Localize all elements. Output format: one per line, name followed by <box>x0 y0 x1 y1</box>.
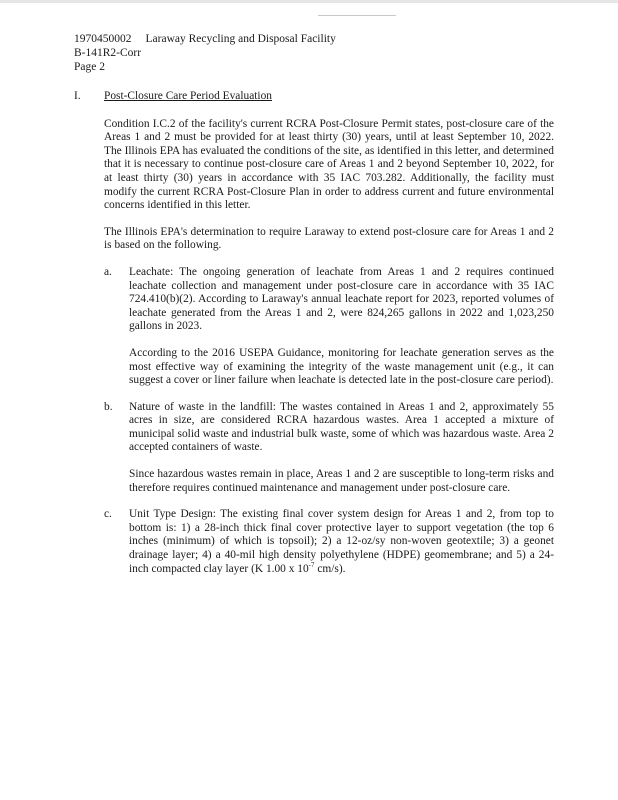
section-title: Post-Closure Care Period Evaluation <box>104 90 272 102</box>
list-item-waste-nature <box>104 401 554 455</box>
paragraph-determination: The Illinois EPA's determination to require Laraway to extend post-closure care for Areas 1 and 2 is based on the following. <box>104 225 554 252</box>
list-item-letter: a. <box>104 265 112 278</box>
list-item-text: Leachate: The ongoing generation of leachate from Areas 1 and 2 requires continued leachate collection and management under post-closure care in accordance with 35 IAC 724.410(b)(2). According to Laraway's annual leachate report for 2023, reported volumes of leachate generated from the Areas 1 and 2, were 824,265 gallons in 2022 and 1,023,250 gallons in 2023. <box>129 265 554 333</box>
paragraph-permit-condition: Condition I.C.2 of the facility's current RCRA Post-Closure Permit states, post-closure care of the Areas 1 and 2 must be provided for at least thirty (30) years, until at least September 10, 2022. The Illinois EPA has evaluated the conditions of the site, as identified in this letter, and determined that it is necessary to continue post-closure care of Areas 1 and 2 beyond September 10, 2022, for at least thirty (30) years in accordance with 35 IAC 703.282. Additionally, the facility must modify the current RCRA Post-Closure Plan in order to address current and future environmental concerns identified in this letter. <box>104 117 554 212</box>
list-item-leachate <box>104 266 554 334</box>
letter-header <box>74 32 336 74</box>
section-heading <box>74 90 554 104</box>
facility-name: Laraway Recycling and Disposal Facility <box>145 33 336 45</box>
scan-edge <box>0 0 618 3</box>
scan-artifact <box>318 15 396 16</box>
permit-number: B-141R2-Corr <box>74 47 142 59</box>
exponent: -7 <box>308 560 315 569</box>
list-item-letter: b. <box>104 400 113 413</box>
unit-design-tail: cm/s). <box>314 562 346 575</box>
list-item-text <box>129 508 554 576</box>
facility-id: 1970450002 <box>74 33 132 45</box>
section-number: I. <box>74 90 81 102</box>
letter-body <box>74 90 554 589</box>
list-item-letter: c. <box>104 508 112 521</box>
unit-design-text: Unit Type Design: The existing final cover system design for Areas 1 and 2, from top to bottom is: 1) a 28-inch thick final cover protective layer to support vegetation (the top 6 inches (minimum) of which is topsoil); 2) a 12-oz/sy non-woven geotextile; 3) a geonet drainage layer; 4) a 40-mil high density polyethylene (HDPE) geomembrane; and 5) a 24-inch compacted clay layer (K 1.00 x 10 <box>129 508 554 575</box>
list-item-subparagraph: According to the 2016 USEPA Guidance, monitoring for leachate generation serves as the most effective way of examining the integrity of the waste management unit (e.g., it can suggest a cover or liner failure when leachate is detected late in the post-closure care period). <box>129 346 554 387</box>
header-line-1 <box>74 32 336 46</box>
page-number: Page 2 <box>74 61 105 73</box>
list-item-text: Nature of waste in the landfill: The wastes contained in Areas 1 and 2, approximately 55 acres in size, are considered RCRA hazardous wastes. Area 1 accepted a mixture of municipal solid waste and industrial bulk waste, some of which was hazardous waste. Area 2 accepted containers of waste. <box>129 400 554 454</box>
list-item-subparagraph: Since hazardous wastes remain in place, Areas 1 and 2 are susceptible to long-term risks and therefore requires continued maintenance and management under post-closure care. <box>129 468 554 494</box>
list-item-unit-design <box>104 508 554 576</box>
